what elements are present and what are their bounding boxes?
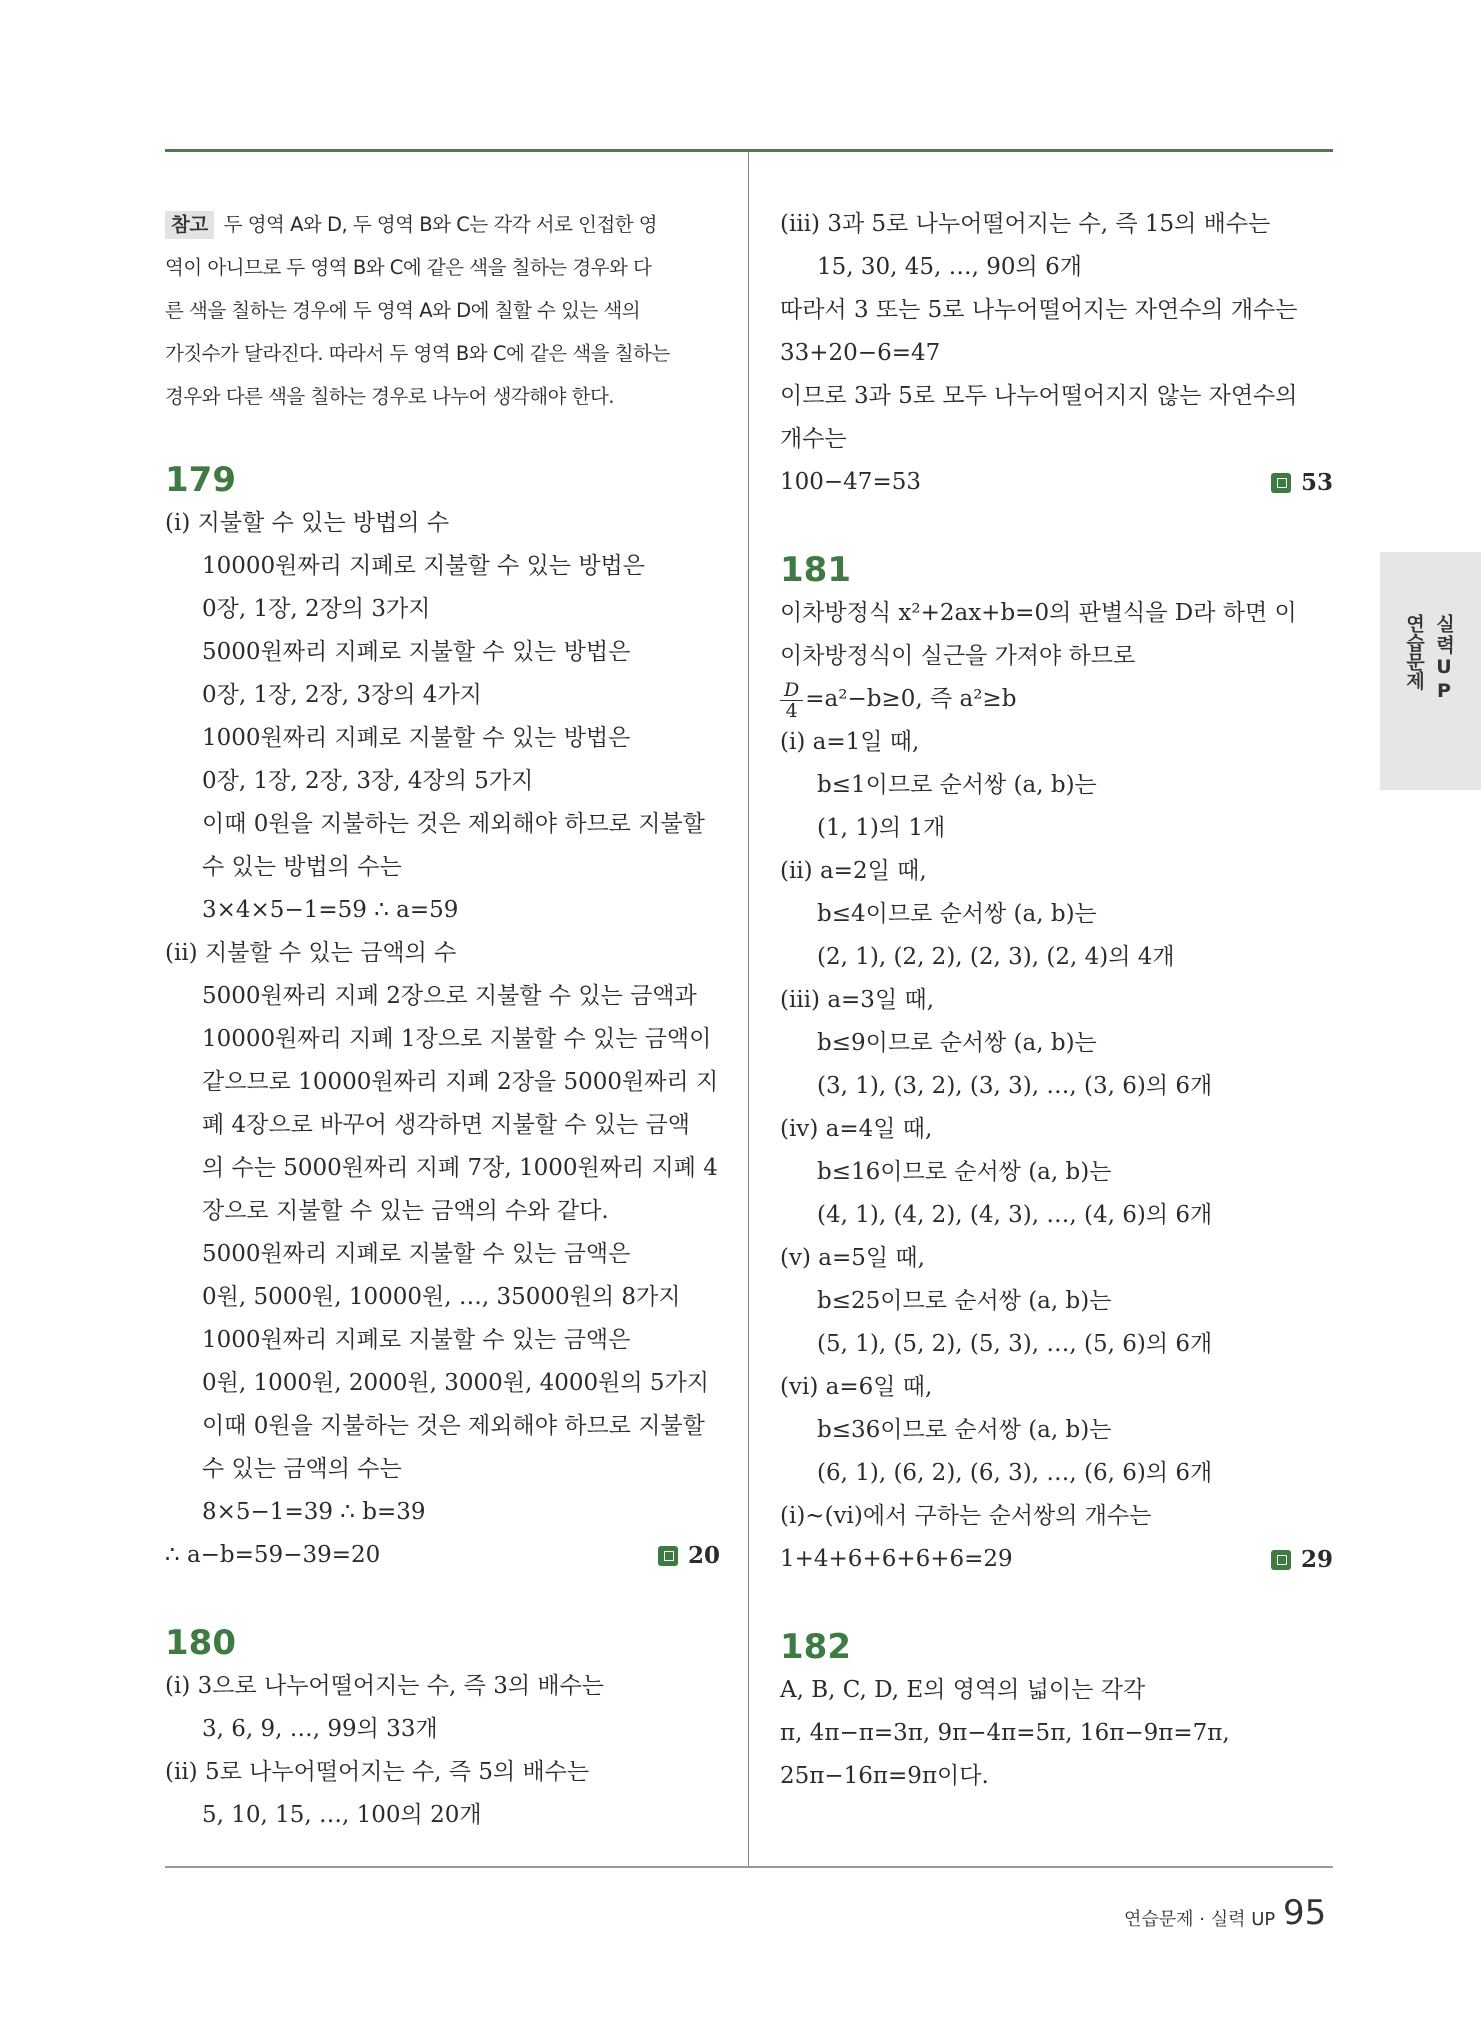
- right-column: [780, 203, 1333, 1798]
- bottom-rule: [165, 1866, 1333, 1868]
- solution-line: 100−47=53: [780, 469, 921, 495]
- solution-line: (ⅲ) a=3일 때,: [780, 987, 935, 1013]
- solution-line: 이때 0원을 지불하는 것은 제외해야 하므로 지불할: [202, 1413, 705, 1439]
- solution-line: (5, 1), (5, 2), (5, 3), …, (5, 6)의 6개: [817, 1331, 1213, 1357]
- solution-line: 수 있는 금액의 수는: [202, 1456, 402, 1482]
- solution-line: 3, 6, 9, …, 99의 33개: [202, 1716, 438, 1742]
- column-divider: [748, 152, 749, 1866]
- solution-line: 5000원짜리 지폐로 지불할 수 있는 방법은: [202, 639, 631, 665]
- solution-line: (ⅳ) a=4일 때,: [780, 1116, 933, 1142]
- solution-line: (4, 1), (4, 2), (4, 3), …, (4, 6)의 6개: [817, 1202, 1213, 1228]
- solution-line: 개수는: [780, 426, 847, 452]
- note-block: [165, 203, 720, 418]
- problem-number-182: 182: [780, 1627, 851, 1667]
- note-line: 경우와 다른 색을 칠하는 경우로 나누어 생각해야 한다.: [165, 385, 615, 408]
- note-line: 가짓수가 달라진다. 따라서 두 영역 B와 C에 같은 색을 칠하는: [165, 342, 670, 365]
- side-tab-text: 실력UP: [1433, 614, 1455, 704]
- solution-line: (6, 1), (6, 2), (6, 3), …, (6, 6)의 6개: [817, 1460, 1213, 1486]
- solution-line: 33+20−6=47: [780, 340, 941, 366]
- solution-line: 5000원짜리 지폐 2장으로 지불할 수 있는 금액과: [202, 983, 697, 1009]
- solution-line: b≤36이므로 순서쌍 (a, b)는: [817, 1417, 1112, 1443]
- side-tab-label-practice: [1402, 614, 1426, 696]
- answer-value: 29: [1300, 1546, 1333, 1573]
- solution-line: 10000원짜리 지폐 1장으로 지불할 수 있는 금액이: [202, 1026, 712, 1052]
- answer-179: [658, 1534, 720, 1577]
- solution-line: 수 있는 방법의 수는: [202, 854, 402, 880]
- note-line: 른 색을 칠하는 경우에 두 영역 A와 D에 칠할 수 있는 색의: [165, 299, 641, 322]
- solution-line: 0원, 5000원, 10000원, …, 35000원의 8가지: [202, 1284, 681, 1310]
- solution-line: b≤4이므로 순서쌍 (a, b)는: [817, 901, 1097, 927]
- solution-line: 이므로 3과 5로 모두 나누어떨어지지 않는 자연수의: [780, 383, 1298, 409]
- answer-line-179: [165, 1534, 720, 1577]
- solution-line: 0원, 1000원, 2000원, 3000원, 4000원의 5가지: [202, 1370, 709, 1396]
- problem-number-179: 179: [165, 460, 236, 500]
- solution-line: 장으로 지불할 수 있는 금액의 수와 같다.: [202, 1198, 609, 1224]
- solution-line: (ⅱ) 5로 나누어떨어지는 수, 즉 5의 배수는: [165, 1759, 590, 1785]
- problem-number-181: 181: [780, 550, 851, 590]
- solution-line: A, B, C, D, E의 영역의 넓이는 각각: [780, 1677, 1146, 1703]
- solution-line: (ⅱ) 지불할 수 있는 금액의 수: [165, 940, 457, 966]
- solution-line: 의 수는 5000원짜리 지폐 7장, 1000원짜리 지폐 4: [202, 1155, 718, 1181]
- solution-line: ∴ a−b=59−39=20: [165, 1542, 381, 1568]
- solution-line: 25π−16π=9π이다.: [780, 1763, 989, 1789]
- solution-line: (ⅰ) a=1일 때,: [780, 729, 920, 755]
- solution-line: (ⅰ)~(ⅵ)에서 구하는 순서쌍의 개수는: [780, 1503, 1152, 1529]
- fraction-d-over-4: [780, 680, 803, 721]
- solution-line: 0장, 1장, 2장, 3장, 4장의 5가지: [202, 768, 534, 794]
- solution-line: b≤1이므로 순서쌍 (a, b)는: [817, 772, 1097, 798]
- solution-line: (ⅲ) 3과 5로 나누어떨어지는 수, 즉 15의 배수는: [780, 211, 1271, 237]
- solution-line: 이차방정식 x²+2ax+b=0의 판별식을 D라 하면 이: [780, 600, 1297, 626]
- solution-line: (ⅱ) a=2일 때,: [780, 858, 927, 884]
- solution-line: (ⅴ) a=5일 때,: [780, 1245, 925, 1271]
- top-rule: [165, 149, 1333, 152]
- answer-line-181: [780, 1538, 1333, 1581]
- left-column: [165, 203, 720, 1837]
- side-tab-label-skill-up: [1432, 614, 1456, 710]
- fraction-denominator: 4: [785, 699, 798, 722]
- answer-value: 20: [687, 1542, 720, 1569]
- solution-line: 3×4×5−1=59 ∴ a=59: [202, 897, 459, 923]
- solution-line: 0장, 1장, 2장, 3장의 4가지: [202, 682, 482, 708]
- solution-line: 5000원짜리 지폐로 지불할 수 있는 금액은: [202, 1241, 631, 1267]
- solution-line: 이때 0원을 지불하는 것은 제외해야 하므로 지불할: [202, 811, 705, 837]
- answer-icon: [658, 1546, 678, 1566]
- solution-line: 5, 10, 15, …, 100의 20개: [202, 1802, 482, 1828]
- solution-line: 10000원짜리 지폐로 지불할 수 있는 방법은: [202, 553, 645, 579]
- solution-line: 1000원짜리 지폐로 지불할 수 있는 금액은: [202, 1327, 631, 1353]
- solution-line: 15, 30, 45, …, 90의 6개: [817, 254, 1082, 280]
- problem-number-180: 180: [165, 1623, 236, 1663]
- answer-181: [1271, 1538, 1333, 1581]
- solution-line: 폐 4장으로 바꾸어 생각하면 지불할 수 있는 금액: [202, 1112, 690, 1138]
- solution-line: 1000원짜리 지폐로 지불할 수 있는 방법은: [202, 725, 631, 751]
- side-tab: [1380, 552, 1481, 790]
- answer-value: 53: [1300, 469, 1333, 496]
- solution-line: (2, 1), (2, 2), (2, 3), (2, 4)의 4개: [817, 944, 1175, 970]
- solution-line: π, 4π−π=3π, 9π−4π=5π, 16π−9π=7π,: [780, 1720, 1230, 1746]
- solution-line: 이차방정식이 실근을 가져야 하므로: [780, 643, 1136, 669]
- fraction-line: [780, 678, 1333, 721]
- footer-section-label: 연습문제 · 실력 UP: [1124, 1909, 1276, 1930]
- answer-icon: [1271, 1550, 1291, 1570]
- answer-icon: [1271, 473, 1291, 493]
- answer-line-180: [780, 461, 1333, 504]
- solution-line: 0장, 1장, 2장의 3가지: [202, 596, 431, 622]
- solution-line: 8×5−1=39 ∴ b=39: [202, 1499, 426, 1525]
- note-line: 역이 아니므로 두 영역 B와 C에 같은 색을 칠하는 경우와 다: [165, 256, 652, 279]
- solution-line: =a²−b≥0, 즉 a²≥b: [805, 686, 1017, 712]
- solution-line: (ⅰ) 3으로 나누어떨어지는 수, 즉 3의 배수는: [165, 1673, 605, 1699]
- note-line: 두 영역 A와 D, 두 영역 B와 C는 각각 서로 인접한 영: [223, 213, 658, 236]
- page-number: 95: [1283, 1893, 1327, 1933]
- solution-line: b≤25이므로 순서쌍 (a, b)는: [817, 1288, 1112, 1314]
- solution-line: b≤9이므로 순서쌍 (a, b)는: [817, 1030, 1097, 1056]
- solution-line: (1, 1)의 1개: [817, 815, 946, 841]
- solution-line: (ⅵ) a=6일 때,: [780, 1374, 933, 1400]
- side-tab-text: 연습문제: [1403, 614, 1425, 690]
- solution-line: (ⅰ) 지불할 수 있는 방법의 수: [165, 510, 450, 536]
- solution-line: (3, 1), (3, 2), (3, 3), …, (3, 6)의 6개: [817, 1073, 1213, 1099]
- fraction-numerator: D: [780, 680, 803, 701]
- answer-180: [1271, 461, 1333, 504]
- note-tag: 참고: [165, 211, 214, 239]
- solution-line: 따라서 3 또는 5로 나누어떨어지는 자연수의 개수는: [780, 297, 1298, 323]
- solution-line: 같으므로 10000원짜리 지폐 2장을 5000원짜리 지: [202, 1069, 719, 1095]
- solution-line: b≤16이므로 순서쌍 (a, b)는: [817, 1159, 1112, 1185]
- solution-line: 1+4+6+6+6+6=29: [780, 1546, 1013, 1572]
